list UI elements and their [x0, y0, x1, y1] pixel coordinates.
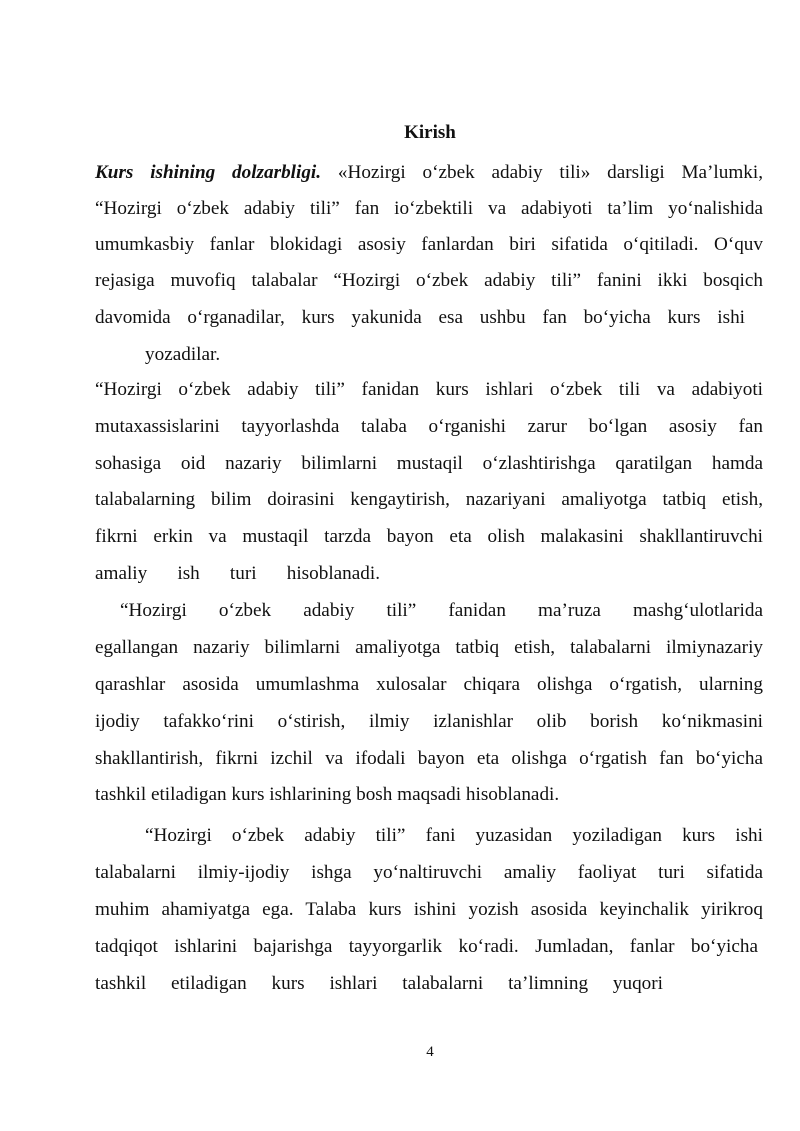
text-line: rejasiga muvofiq talabalar “Hozirgi o‘zbek adabiy tili” fanini ikki bosqich — [95, 270, 763, 291]
text-line: fikrni erkin va mustaqil tarzda bayon eta olish malakasini shakllantiruvchi — [95, 526, 763, 547]
text-line: shakllantirish, fikrni izchil va ifodali bayon eta olishga o‘rgatish fan bo‘yicha — [95, 748, 763, 769]
text-line: ijodiy tafakko‘rini o‘stirish, ilmiy izlanishlar olib borish ko‘nikmasini — [95, 711, 763, 732]
text-line: tashkil etiladigan kurs ishlarining bosh maqsadi hisoblanadi. — [95, 784, 560, 805]
text-line: muhim ahamiyatga ega. Talaba kurs ishini yozish asosida keyinchalik yirikroq — [95, 899, 763, 920]
text-line: yozadilar. — [145, 344, 221, 365]
text-line: amaliy ish turi hisoblanadi. — [95, 563, 380, 584]
text-line: egallangan nazariy bilimlarni amaliyotga tatbiq etish, talabalarni ilmiynazariy — [95, 637, 763, 658]
text-line: mutaxassislarini tayyorlashda talaba o‘rganishi zarur bo‘lgan asosiy fan — [95, 416, 763, 437]
text-line: qarashlar asosida umumlashma xulosalar chiqara olishga o‘rgatish, ularning — [95, 674, 763, 695]
text-line: “Hozirgi o‘zbek adabiy tili” fan io‘zbektili va adabiyoti ta’lim yo‘nalishida — [95, 198, 763, 219]
text-line: tashkil etiladigan kurs ishlari talabalarni ta’limning yuqori — [95, 973, 663, 994]
lead-phrase: Kurs ishining dolzarbligi. — [95, 162, 322, 183]
text-line: “Hozirgi o‘zbek adabiy tili” fanidan kurs ishlari o‘zbek tili va adabiyoti — [95, 379, 763, 400]
text-line: umumkasbiy fanlar blokidagi asosiy fanlardan biri sifatida o‘qitiladi. O‘quv — [95, 234, 763, 255]
text-line — [95, 161, 763, 185]
text-line: tadqiqot ishlarini bajarishga tayyorgarlik ko‘radi. Jumladan, fanlar bo‘yicha — [95, 936, 758, 957]
text-line: “Hozirgi o‘zbek adabiy tili” fani yuzasidan yoziladigan kurs ishi — [145, 825, 763, 846]
line-text: «Hozirgi o‘zbek adabiy tili» darsligi Ma’lumki, — [321, 162, 764, 183]
section-title: Kirish — [404, 122, 456, 143]
text-line: sohasiga oid nazariy bilimlarni mustaqil o‘zlashtirishga qaratilgan hamda — [95, 453, 763, 474]
text-line: davomida o‘rganadilar, kurs yakunida esa ushbu fan bo‘yicha kurs ishi — [95, 307, 745, 328]
text-line: talabalarning bilim doirasini kengaytirish, nazariyani amaliyotga tatbiq etish, — [95, 489, 763, 510]
text-line: “Hozirgi o‘zbek adabiy tili” fanidan ma’ruza mashg‘ulotlarida — [120, 600, 763, 621]
text-line: talabalarni ilmiy-ijodiy ishga yo‘naltiruvchi amaliy faoliyat turi sifatida — [95, 862, 763, 883]
page-number: 4 — [426, 1044, 434, 1060]
